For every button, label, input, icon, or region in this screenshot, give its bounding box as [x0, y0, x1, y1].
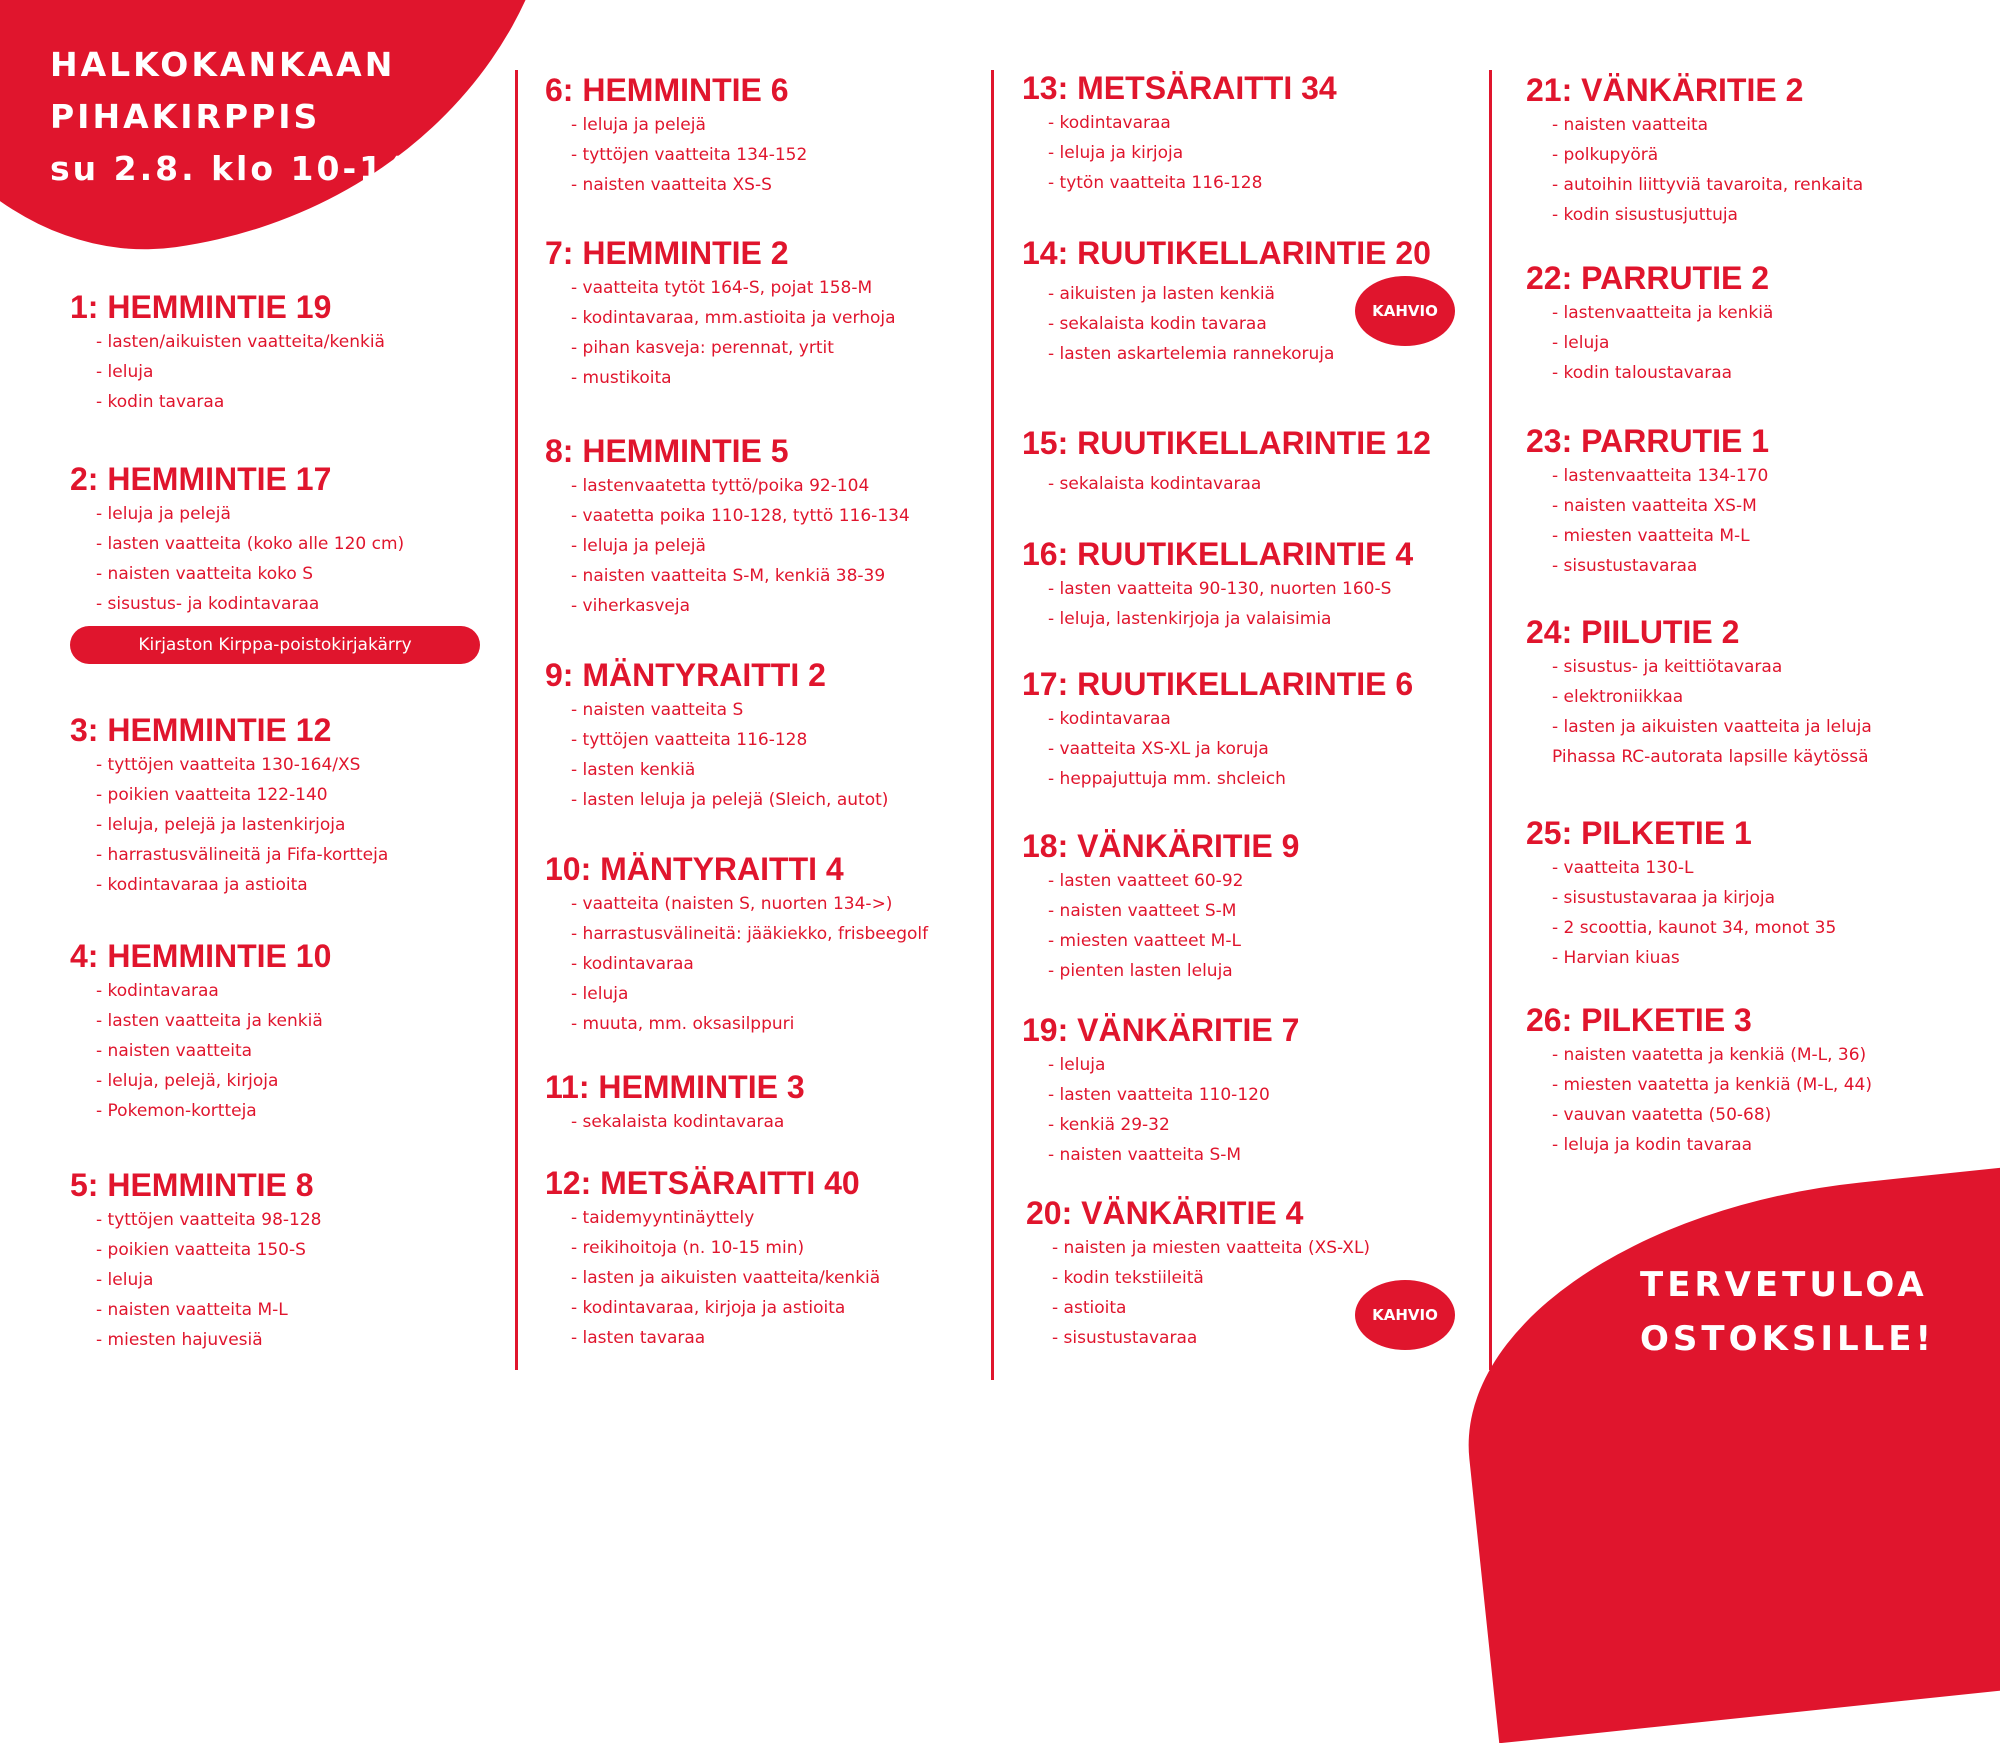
entry-address: 14: RUUTIKELLARINTIE 20: [1022, 235, 1431, 271]
list-item: - lasten vaatteet 60-92: [1048, 871, 1244, 891]
library-cart-badge: Kirjaston Kirppa-poistokirjakärry: [70, 626, 480, 664]
list-item: - sisustus- ja keittiötavaraa: [1552, 657, 1783, 677]
list-item: - sekalaista kodintavaraa: [1048, 474, 1262, 494]
list-item: - vaatteita 130-L: [1552, 858, 1694, 878]
entry-address: 23: PARRUTIE 1: [1526, 423, 1770, 459]
entry-item-list: [1022, 1050, 1299, 1170]
list-item: - kodintavaraa: [1048, 709, 1171, 729]
list-item: - lasten kenkiä: [571, 760, 696, 780]
column-divider: [991, 70, 994, 1380]
list-item: - tyttöjen vaatteita 134-152: [571, 145, 808, 165]
list-item: - tyttöjen vaatteita 130-164/XS: [96, 755, 361, 775]
list-item: - naisten vaatetta ja kenkiä (M-L, 36): [1552, 1045, 1867, 1065]
welcome-message: [1640, 1258, 1935, 1366]
entry-item-list: [1022, 704, 1413, 794]
sale-entry: [1022, 664, 1413, 794]
list-item: - autoihin liittyviä tavaroita, renkaita: [1552, 175, 1864, 195]
list-item: - vaatetta poika 110-128, tyttö 116-134: [571, 506, 910, 526]
list-item: - harrastusvälineitä ja Fifa-kortteja: [96, 845, 389, 865]
list-item: - leluja, lastenkirjoja ja valaisimia: [1048, 609, 1332, 629]
list-item: - kodintavaraa ja astioita: [96, 875, 308, 895]
list-item: - lasten/aikuisten vaatteita/kenkiä: [96, 332, 385, 352]
list-item: - leluja ja pelejä: [571, 536, 706, 556]
sale-entry: [70, 1165, 321, 1355]
entry-address: 17: RUUTIKELLARINTIE 6: [1022, 666, 1414, 702]
event-header: [50, 40, 411, 196]
entry-item-list: [1022, 574, 1413, 634]
list-item: - kodintavaraa, kirjoja ja astioita: [571, 1298, 846, 1318]
entry-address: 5: HEMMINTIE 8: [70, 1167, 314, 1203]
sale-entry: [70, 459, 404, 619]
entry-address: 15: RUUTIKELLARINTIE 12: [1022, 425, 1431, 461]
list-item: - pienten lasten leluja: [1048, 961, 1233, 981]
entry-item-list: [70, 327, 385, 417]
entry-item-list: [1022, 469, 1431, 499]
list-item: - kodintavaraa: [96, 981, 219, 1001]
entry-address: 9: MÄNTYRAITTI 2: [545, 657, 826, 693]
list-item: - naisten vaatteet S-M: [1048, 901, 1237, 921]
list-item: - kodin taloustavaraa: [1552, 363, 1733, 383]
entry-item-list: [1526, 1040, 1872, 1160]
entry-address: 3: HEMMINTIE 12: [70, 712, 332, 748]
list-item: - pihan kasveja: perennat, yrtit: [571, 338, 834, 358]
list-item: - naisten vaatteita M-L: [96, 1300, 288, 1320]
list-item: - sisustustavaraa: [1052, 1328, 1198, 1348]
list-item: - sisustustavaraa ja kirjoja: [1552, 888, 1776, 908]
list-item: - 2 scoottia, kaunot 34, monot 35: [1552, 918, 1837, 938]
entry-address: 8: HEMMINTIE 5: [545, 433, 789, 469]
list-item: - kenkiä 29-32: [1048, 1115, 1170, 1135]
list-item: - poikien vaatteita 150-S: [96, 1240, 306, 1260]
entry-address: 24: PIILUTIE 2: [1526, 614, 1740, 650]
list-item: - leluja ja pelejä: [96, 504, 231, 524]
entry-item-list: [545, 471, 910, 621]
list-item: - lastenvaatetta tyttö/poika 92-104: [571, 476, 870, 496]
list-item: - lastenvaatteita ja kenkiä: [1552, 303, 1774, 323]
list-item: - leluja, pelejä, kirjoja: [96, 1071, 279, 1091]
list-item: - sekalaista kodintavaraa: [571, 1112, 785, 1132]
list-item: - leluja: [1048, 1055, 1106, 1075]
list-item: - sekalaista kodin tavaraa: [1048, 314, 1267, 334]
list-item: - muuta, mm. oksasilppuri: [571, 1014, 795, 1034]
entry-address: 11: HEMMINTIE 3: [545, 1069, 805, 1105]
list-item: - naisten vaatteita koko S: [96, 564, 313, 584]
entry-item-list: [1022, 866, 1299, 986]
list-item: - naisten vaatteita: [96, 1041, 253, 1061]
list-item: - leluja, pelejä ja lastenkirjoja: [96, 815, 346, 835]
entry-item-list: [545, 889, 928, 1039]
list-item: - kodin tavaraa: [96, 392, 225, 412]
list-item: - sisustus- ja kodintavaraa: [96, 594, 320, 614]
sale-entry: [545, 431, 910, 621]
sale-entry: [545, 1163, 880, 1353]
sale-entry: [1526, 612, 1872, 772]
list-item: - aikuisten ja lasten kenkiä: [1048, 284, 1275, 304]
list-item: - vaatteita tytöt 164-S, pojat 158-M: [571, 278, 873, 298]
entry-item-list: [545, 1203, 880, 1353]
list-item: - kodintavaraa, mm.astioita ja verhoja: [571, 308, 896, 328]
list-item: - poikien vaatteita 122-140: [96, 785, 328, 805]
list-item: - leluja: [96, 362, 154, 382]
list-item: Pihassa RC-autorata lapsille käytössä: [1552, 747, 1869, 767]
sale-entry: [1022, 1010, 1299, 1170]
entry-address: 16: RUUTIKELLARINTIE 4: [1022, 536, 1414, 572]
list-item: - kodin sisustusjuttuja: [1552, 205, 1738, 225]
list-item: - tyttöjen vaatteita 98-128: [96, 1210, 322, 1230]
entry-item-list: [70, 499, 404, 619]
entry-address: 19: VÄNKÄRITIE 7: [1022, 1012, 1300, 1048]
list-item: - Pokemon-kortteja: [96, 1101, 257, 1121]
entry-item-list: [545, 1107, 805, 1137]
welcome-line-2: OSTOKSILLE!: [1640, 1319, 1936, 1359]
welcome-line-1: TERVETULOA: [1640, 1265, 1928, 1305]
list-item: - lasten tavaraa: [571, 1328, 706, 1348]
list-item: - vaatteita XS-XL ja koruja: [1048, 739, 1269, 759]
sale-entry: [1022, 534, 1413, 634]
sale-entry: [1526, 258, 1773, 388]
list-item: - lasten askartelemia rannekoruja: [1048, 344, 1335, 364]
sale-entry: [70, 710, 388, 900]
entry-item-list: [1526, 853, 1836, 973]
cafe-badge: KAHVIO: [1355, 276, 1455, 346]
list-item: - vauvan vaatetta (50-68): [1552, 1105, 1772, 1125]
list-item: - miesten hajuvesiä: [96, 1330, 263, 1350]
sale-entry: [1526, 421, 1769, 581]
list-item: - tyttöjen vaatteita 116-128: [571, 730, 808, 750]
list-item: - lasten vaatteita (koko alle 120 cm): [96, 534, 405, 554]
list-item: - leluja ja kirjoja: [1048, 143, 1184, 163]
list-item: - lasten vaatteita 90-130, nuorten 160-S: [1048, 579, 1392, 599]
entry-address: 2: HEMMINTIE 17: [70, 461, 332, 497]
sale-entry: [1526, 70, 1863, 230]
list-item: - naisten vaatteita: [1552, 115, 1709, 135]
entry-address: 25: PILKETIE 1: [1526, 815, 1752, 851]
list-item: - harrastusvälineitä: jääkiekko, frisbeegolf: [571, 924, 929, 944]
sale-entry: [1526, 1000, 1872, 1160]
list-item: - astioita: [1052, 1298, 1127, 1318]
sale-entry: [545, 233, 896, 393]
list-item: - reikihoitoja (n. 10-15 min): [571, 1238, 805, 1258]
event-date: su 2.8. klo 10-14: [50, 149, 412, 188]
entry-item-list: [1526, 110, 1863, 230]
sale-entry: [545, 1067, 805, 1137]
entry-item-list: [1022, 108, 1337, 198]
list-item: - naisten ja miesten vaatteita (XS-XL): [1052, 1238, 1371, 1258]
sale-entry: [545, 70, 807, 200]
list-item: - leluja ja kodin tavaraa: [1552, 1135, 1753, 1155]
list-item: - lasten vaatteita 110-120: [1048, 1085, 1270, 1105]
sale-entry: [70, 287, 385, 417]
entry-item-list: [545, 695, 888, 815]
sale-entry: [1526, 813, 1836, 973]
list-item: - naisten vaatteita S-M, kenkiä 38-39: [571, 566, 886, 586]
list-item: - polkupyörä: [1552, 145, 1659, 165]
entry-address: 4: HEMMINTIE 10: [70, 938, 332, 974]
entry-address: 20: VÄNKÄRITIE 4: [1026, 1195, 1304, 1231]
list-item: - lasten vaatteita ja kenkiä: [96, 1011, 323, 1031]
event-subtitle: PIHAKIRPPIS: [50, 97, 321, 136]
column-divider: [515, 70, 518, 1370]
entry-address: 13: METSÄRAITTI 34: [1022, 70, 1337, 106]
list-item: - leluja: [1552, 333, 1610, 353]
entry-address: 10: MÄNTYRAITTI 4: [545, 851, 844, 887]
list-item: - taidemyyntinäyttely: [571, 1208, 755, 1228]
list-item: - lasten ja aikuisten vaatteita ja leluja: [1552, 717, 1872, 737]
list-item: - naisten vaatteita XS-S: [571, 175, 772, 195]
list-item: - lasten leluja ja pelejä (Sleich, autot): [571, 790, 889, 810]
list-item: - vaatteita (naisten S, nuorten 134->): [571, 894, 893, 914]
list-item: - lasten ja aikuisten vaatteita/kenkiä: [571, 1268, 881, 1288]
entry-item-list: [545, 273, 896, 393]
entry-item-list: [70, 750, 388, 900]
list-item: - naisten vaatteita S: [571, 700, 744, 720]
entry-address: 18: VÄNKÄRITIE 9: [1022, 828, 1300, 864]
list-item: - sisustustavaraa: [1552, 556, 1698, 576]
entry-address: 21: VÄNKÄRITIE 2: [1526, 72, 1804, 108]
list-item: - viherkasveja: [571, 596, 691, 616]
list-item: - lastenvaatteita 134-170: [1552, 466, 1769, 486]
event-title: HALKOKANKAAN: [50, 45, 396, 84]
list-item: - heppajuttuja mm. shcleich: [1048, 769, 1286, 789]
entry-address: 26: PILKETIE 3: [1526, 1002, 1752, 1038]
entry-item-list: [70, 976, 331, 1126]
list-item: - leluja: [96, 1270, 154, 1290]
list-item: - naisten vaatteita XS-M: [1552, 496, 1757, 516]
list-item: - leluja: [571, 984, 629, 1004]
cafe-badge: KAHVIO: [1355, 1280, 1455, 1350]
sale-entry: [70, 936, 331, 1126]
column-divider: [1489, 70, 1492, 1370]
footer-banner-shape: [1445, 1147, 2000, 1743]
sale-entry: [1022, 826, 1299, 986]
list-item: - tytön vaatteita 116-128: [1048, 173, 1263, 193]
list-item: - leluja ja pelejä: [571, 115, 706, 135]
entry-item-list: [1526, 298, 1773, 388]
list-item: - mustikoita: [571, 368, 672, 388]
sale-entry: [1022, 423, 1431, 499]
sale-entry: [1022, 68, 1337, 198]
list-item: - kodin tekstiileitä: [1052, 1268, 1204, 1288]
entry-item-list: [545, 110, 807, 200]
entry-address: 1: HEMMINTIE 19: [70, 289, 332, 325]
entry-item-list: [1526, 652, 1872, 772]
entry-item-list: [1526, 461, 1769, 581]
entry-address: 7: HEMMINTIE 2: [545, 235, 789, 271]
list-item: - elektroniikkaa: [1552, 687, 1684, 707]
list-item: - kodintavaraa: [571, 954, 694, 974]
entry-address: 12: METSÄRAITTI 40: [545, 1165, 860, 1201]
entry-address: 6: HEMMINTIE 6: [545, 72, 789, 108]
list-item: - Harvian kiuas: [1552, 948, 1680, 968]
sale-entry: [545, 655, 888, 815]
sale-entry: [545, 849, 928, 1039]
sale-entry: [1026, 1193, 1370, 1353]
list-item: - miesten vaatetta ja kenkiä (M-L, 44): [1552, 1075, 1872, 1095]
entry-item-list: [1026, 1233, 1370, 1353]
list-item: - kodintavaraa: [1048, 113, 1171, 133]
list-item: - miesten vaatteita M-L: [1552, 526, 1750, 546]
list-item: - naisten vaatteita S-M: [1048, 1145, 1242, 1165]
entry-address: 22: PARRUTIE 2: [1526, 260, 1770, 296]
entry-item-list: [70, 1205, 321, 1355]
list-item: - miesten vaatteet M-L: [1048, 931, 1241, 951]
